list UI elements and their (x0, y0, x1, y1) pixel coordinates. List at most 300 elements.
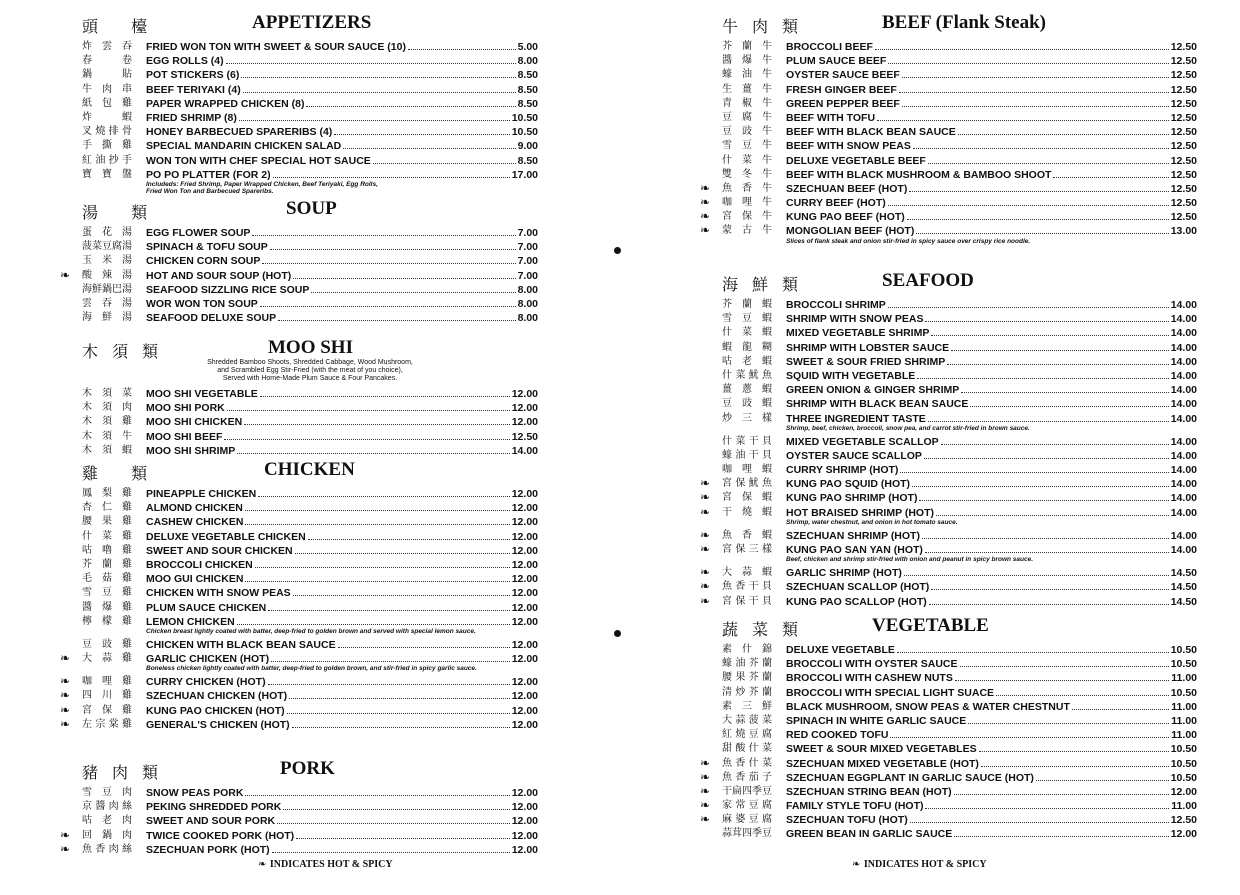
item-chinese-name: 回 鍋 肉 (82, 829, 132, 841)
leader-dots (334, 126, 509, 135)
menu-item-row (60, 638, 538, 652)
menu-item-row (700, 813, 1197, 827)
item-price: 12.50 (1170, 814, 1197, 827)
menu-item (146, 587, 538, 599)
menu-item (146, 140, 538, 152)
leader-dots (968, 715, 1169, 724)
item-name: KUNG PAO CHICKEN (HOT) (146, 704, 285, 717)
item-price: 12.50 (1170, 211, 1197, 224)
item-chinese-name: 干 扁 四 季 豆 (722, 785, 772, 797)
menu-item-row (700, 341, 1197, 355)
menu-item (786, 211, 1197, 223)
menu-item-row (700, 168, 1197, 182)
menu-item-row (60, 530, 538, 544)
leader-dots (936, 507, 1169, 516)
leader-dots (928, 155, 1169, 164)
menu-item (786, 225, 1197, 237)
section-chinese-title: 木須類 (82, 342, 173, 361)
section-title: SEAFOOD (882, 270, 974, 291)
item-name: MIXED VEGETABLE SCALLOP (786, 435, 939, 448)
menu-item-row (700, 799, 1197, 813)
menu-item-row (60, 487, 538, 501)
menu-item (786, 197, 1197, 209)
menu-item (786, 814, 1197, 826)
item-chinese-name: 豆 豉 雞 (82, 638, 132, 650)
hot-pepper-icon: ❧ (60, 651, 71, 666)
item-price: 11.00 (1171, 729, 1197, 742)
item-chinese-name: 蒜 茸 四 季 豆 (722, 828, 772, 840)
item-name: BROCCOLI WITH SPECIAL LIGHT SUACE (786, 686, 995, 699)
leader-dots (961, 384, 1168, 393)
item-name: SPECIAL MANDARIN CHICKEN SALAD (146, 140, 342, 153)
menu-item-row (700, 97, 1197, 111)
menu-item-row (60, 601, 538, 615)
item-name: MOO SHI VEGETABLE (146, 388, 258, 400)
leader-dots (954, 828, 1168, 837)
menu-section-moo-shi (60, 337, 538, 458)
menu-item (786, 169, 1197, 181)
menu-item-row (700, 449, 1197, 463)
menu-item (146, 416, 538, 428)
item-price: 12.00 (511, 690, 538, 703)
item-chinese-name: 宮 保 干 貝 (722, 595, 772, 607)
item-chinese-name: 蠔 油 干 貝 (722, 449, 772, 461)
item-price: 8.50 (517, 97, 538, 110)
item-description: Chicken breast lightly coated with batter, deep-fried to golden brown and served with special lemon sauce. (146, 627, 476, 635)
item-price: 14.00 (1170, 435, 1197, 448)
menu-item-row (700, 111, 1197, 125)
item-price: 8.50 (517, 83, 538, 96)
item-name: FRIED SHRIMP (8) (146, 111, 237, 124)
leader-dots (245, 573, 509, 582)
item-price: 12.00 (511, 601, 538, 614)
menu-item (146, 815, 538, 827)
menu-item-row (700, 369, 1197, 383)
item-name: WOR WON TON SOUP (146, 297, 258, 310)
leader-dots (904, 567, 1169, 576)
item-price: 14.00 (1170, 299, 1197, 311)
menu-item (786, 478, 1197, 490)
item-chinese-name: 魚 香 什 菜 (722, 757, 772, 769)
item-chinese-name: 麻 婆 豆 腐 (722, 814, 772, 826)
leader-dots (239, 112, 510, 121)
item-chinese-name: 宮 保 牛 (722, 211, 772, 223)
item-price: 12.00 (511, 676, 538, 689)
leader-dots (900, 464, 1168, 473)
leader-dots (268, 676, 510, 685)
leader-dots (902, 98, 1169, 107)
menu-item-row (700, 543, 1197, 557)
item-name: SWEET AND SOUR CHICKEN (146, 544, 293, 557)
menu-item-row (700, 827, 1197, 841)
menu-item (786, 41, 1197, 53)
menu-item (786, 530, 1197, 542)
menu-item (146, 84, 538, 96)
item-price: 14.00 (1170, 478, 1197, 491)
item-chinese-name: 蒙 古 牛 (722, 225, 772, 237)
leader-dots (960, 658, 1169, 667)
item-name: MOO SHI PORK (146, 402, 225, 415)
item-name: SZECHUAN BEEF (HOT) (786, 182, 908, 195)
item-price: 14.00 (1170, 449, 1197, 462)
item-chinese-name: 什 菜 干 貝 (722, 435, 772, 447)
leader-dots (919, 492, 1168, 501)
item-name: CHICKEN WITH SNOW PEAS (146, 587, 291, 600)
item-price: 8.50 (517, 154, 538, 167)
leader-dots (260, 298, 516, 307)
menu-item-row (700, 83, 1197, 97)
item-name: KUNG PAO SQUID (HOT) (786, 478, 911, 491)
item-chinese-name: 醬 爆 牛 (722, 55, 772, 67)
item-price: 12.50 (1170, 111, 1197, 124)
item-name: HONEY BARBECUED SPARERIBS (4) (146, 126, 333, 139)
hot-pepper-icon: ❧ (700, 504, 711, 519)
item-price: 10.50 (1170, 658, 1197, 671)
leader-dots (287, 705, 510, 714)
menu-item (146, 169, 538, 181)
menu-item (786, 743, 1197, 755)
section-chinese-title: 牛肉類 (722, 17, 813, 36)
leader-dots (1053, 169, 1168, 178)
item-price: 12.50 (1170, 97, 1197, 110)
menu-item (786, 55, 1197, 67)
menu-item (146, 639, 538, 651)
item-price: 14.00 (1170, 398, 1197, 411)
item-name: LEMON CHICKEN (146, 615, 235, 628)
leader-dots (899, 84, 1169, 93)
item-price: 11.00 (1171, 700, 1197, 713)
menu-item (146, 602, 538, 614)
leader-dots (270, 241, 516, 250)
item-chinese-name: 豆 豉 牛 (722, 126, 772, 138)
menu-item-row (700, 383, 1197, 397)
item-chinese-name: 雪 豆 肉 (82, 787, 132, 798)
leader-dots (278, 312, 515, 321)
menu-item (146, 69, 538, 81)
leader-dots (308, 531, 510, 540)
hot-pepper-icon: ❧ (700, 476, 711, 491)
leader-dots (888, 197, 1169, 206)
menu-item-row (60, 269, 538, 283)
item-name: SEAFOOD SIZZLING RICE SOUP (146, 283, 310, 296)
item-chinese-name: 寶 寶 盤 (82, 168, 132, 180)
menu-item (146, 516, 538, 528)
leader-dots (283, 801, 509, 810)
leader-dots (877, 112, 1169, 121)
menu-item (146, 388, 538, 400)
item-name: HOT BRAISED SHRIMP (HOT) (786, 506, 934, 519)
item-chinese-name: 芥 蘭 蝦 (722, 299, 772, 310)
item-chinese-name: 蠔 油 芥 蘭 (722, 658, 772, 670)
menu-item (786, 126, 1197, 138)
item-chinese-name: 毛 菇 雞 (82, 573, 132, 585)
item-chinese-name: 木 須 菜 (82, 388, 132, 399)
item-chinese-name: 芥 蘭 雞 (82, 558, 132, 570)
menu-item-row (700, 566, 1197, 580)
item-name: KUNG PAO SCALLOP (HOT) (786, 595, 927, 608)
menu-item (786, 544, 1197, 556)
item-name: SWEET & SOUR MIXED VEGETABLES (786, 743, 977, 756)
leader-dots (922, 530, 1169, 539)
item-chinese-name: 蛋 花 湯 (82, 227, 132, 238)
menu-item (786, 413, 1197, 425)
item-chinese-name: 薑 蔥 蝦 (722, 384, 772, 396)
menu-section-vegetable (700, 615, 1197, 842)
hot-pepper-icon: ❧ (60, 841, 71, 856)
item-chinese-name: 豆 腐 牛 (722, 111, 772, 123)
leader-dots (244, 416, 509, 425)
item-name: GENERAL'S CHICKEN (HOT) (146, 718, 290, 731)
menu-item-row (60, 586, 538, 600)
item-name: CURRY BEEF (HOT) (786, 197, 886, 210)
menu-item (146, 488, 538, 500)
menu-item (786, 450, 1197, 462)
leader-dots (897, 644, 1169, 653)
hot-pepper-icon: ❧ (700, 527, 711, 542)
hot-pepper-icon: ❧ (700, 755, 711, 770)
menu-item (786, 69, 1197, 81)
item-description: Beef, chicken and shrimp stir-fried with onion and peanut in spicy brown sauce. (786, 556, 1034, 564)
leader-dots (907, 211, 1169, 220)
item-name: EGG FLOWER SOUP (146, 227, 251, 239)
item-name: CHICKEN WITH BLACK BEAN SAUCE (146, 638, 336, 651)
item-name: BROCCOLI WITH OYSTER SAUCE (786, 658, 958, 671)
item-chinese-name: 鳳 梨 雞 (82, 488, 132, 499)
leader-dots (262, 255, 515, 264)
leader-dots (245, 516, 509, 525)
item-price: 12.00 (511, 402, 538, 415)
item-name: SZECHUAN PORK (HOT) (146, 843, 270, 856)
menu-item-row (60, 111, 538, 125)
item-chinese-name: 素 三 鮮 (722, 700, 772, 712)
section-chinese-title: 海鮮類 (722, 275, 813, 294)
item-name: PLUM SAUCE CHICKEN (146, 601, 267, 614)
item-chinese-name: 宮 保 三 樣 (722, 544, 772, 555)
menu-item (786, 313, 1197, 325)
hot-pepper-icon: ❧ (700, 542, 711, 556)
item-price: 13.00 (1170, 225, 1197, 238)
menu-item-row (60, 800, 538, 814)
item-name: BEEF WITH BLACK BEAN SAUCE (786, 126, 956, 139)
item-price: 12.00 (511, 787, 538, 799)
item-price: 17.00 (511, 168, 538, 181)
leader-dots (268, 602, 510, 611)
menu-item-row (700, 224, 1197, 238)
item-name: PINEAPPLE CHICKEN (146, 488, 257, 500)
section-chinese-title: 頭 檯 (82, 17, 162, 36)
item-name: DELUXE VEGETABLE (786, 644, 895, 656)
hot-pepper-icon: ❧ (60, 702, 71, 717)
item-name: SEAFOOD DELUXE SOUP (146, 312, 277, 325)
item-chinese-name: 京 醬 肉 絲 (82, 801, 132, 813)
menu-section-chicken (60, 459, 538, 732)
item-price: 8.00 (517, 312, 538, 325)
item-name: SNOW PEAS PORK (146, 787, 244, 799)
item-name: PLUM SAUCE BEEF (786, 55, 887, 68)
item-description: Boneless chicken lightly coated with batter, deep-fried to golden brown, and stir-fried in spicy garlic sauce. (146, 665, 477, 673)
section-items (60, 226, 538, 325)
section-title: APPETIZERS (252, 12, 372, 33)
menu-item-row (60, 139, 538, 153)
menu-item-row (700, 312, 1197, 326)
leader-dots (293, 270, 515, 279)
item-price: 11.00 (1171, 800, 1197, 813)
menu-item-row (60, 40, 538, 54)
item-price: 12.50 (1170, 126, 1197, 139)
section-title: PORK (280, 758, 335, 779)
item-price: 14.00 (1170, 313, 1197, 326)
leader-dots (243, 84, 516, 93)
item-price: 7.00 (517, 241, 538, 254)
menu-item-row (700, 742, 1197, 756)
menu-item-row (700, 125, 1197, 139)
menu-item (146, 402, 538, 414)
leader-dots (951, 342, 1169, 351)
menu-item-row (700, 785, 1197, 799)
item-name: FAMILY STYLE TOFU (HOT) (786, 800, 924, 813)
item-price: 12.50 (1170, 168, 1197, 181)
section-title: BEEF (Flank Steak) (882, 12, 1046, 33)
menu-item-row (700, 196, 1197, 210)
item-price: 10.50 (1170, 686, 1197, 699)
legend-text: INDICATES HOT & SPICY (269, 859, 393, 870)
item-description: Fried Won Ton and Barbecued Spareribs. (146, 187, 274, 195)
item-name: MIXED VEGETABLE SHRIMP (786, 327, 930, 340)
menu-section-appetizers (60, 12, 538, 198)
menu-item (786, 687, 1197, 699)
item-name: KUNG PAO BEEF (HOT) (786, 211, 905, 224)
item-name: SQUID WITH VEGETABLE (786, 369, 916, 382)
item-chinese-name: 干 燒 蝦 (722, 506, 772, 518)
menu-item (146, 787, 538, 799)
menu-item-row (60, 675, 538, 689)
hot-pepper-icon: ❧ (700, 769, 711, 784)
item-name: GARLIC SHRIMP (HOT) (786, 567, 902, 580)
leader-dots (924, 450, 1169, 459)
menu-item (146, 112, 538, 124)
item-price: 8.50 (517, 69, 538, 82)
menu-item-row (60, 515, 538, 529)
leader-dots (902, 69, 1169, 78)
leader-dots (910, 814, 1169, 823)
section-chinese-title: 豬肉類 (82, 763, 173, 782)
leader-dots (373, 155, 516, 164)
leader-dots (931, 581, 1168, 590)
leader-dots (295, 545, 510, 554)
item-description: Slices of flank steak and onion stir-fried in spicy sauce over crispy rice noodle. (786, 237, 1031, 245)
menu-item (146, 126, 538, 138)
menu-item (786, 701, 1197, 713)
item-chinese-name: 魚 香 牛 (722, 182, 772, 194)
item-name: WON TON WITH CHEF SPECIAL HOT SAUCE (146, 154, 371, 167)
menu-item (146, 719, 538, 731)
item-name: RED COOKED TOFU (786, 729, 889, 742)
menu-item-row (60, 154, 538, 168)
item-chinese-name: 宮 保 魷 魚 (722, 478, 772, 490)
item-price: 12.00 (511, 718, 538, 731)
item-chinese-name: 木 須 蝦 (82, 444, 132, 456)
menu-item (786, 342, 1197, 354)
menu-item-row (700, 154, 1197, 168)
item-price: 8.00 (517, 283, 538, 296)
hot-pepper-icon: ❧ (700, 565, 711, 580)
item-name: HOT AND SOUR SOUP (HOT) (146, 269, 292, 282)
item-price: 12.00 (511, 843, 538, 856)
section-items (60, 40, 538, 195)
hot-pepper-icon: ❧ (700, 783, 711, 798)
menu-item-row (700, 463, 1197, 477)
menu-item-row (700, 757, 1197, 771)
section-title: VEGETABLE (872, 615, 989, 636)
item-chinese-name: 蝦 龍 糊 (722, 341, 772, 353)
leader-dots (252, 227, 515, 236)
item-chinese-name: 什 菜 魷 魚 (722, 369, 772, 381)
menu-item-row (700, 671, 1197, 685)
item-chinese-name: 青 椒 牛 (722, 97, 772, 109)
menu-item (786, 98, 1197, 110)
hot-pepper-icon: ❧ (700, 593, 711, 608)
item-chinese-name: 咖 哩 牛 (722, 197, 772, 209)
menu-item (146, 502, 538, 514)
menu-item-row (60, 83, 538, 97)
menu-section-soup (60, 198, 538, 325)
leader-dots (224, 431, 509, 440)
hot-pepper-icon: ❧ (700, 579, 711, 594)
leader-dots (338, 639, 510, 648)
leader-dots (875, 41, 1169, 50)
leader-dots (925, 800, 1169, 809)
item-name: GREEN BEAN IN GARLIC SAUCE (786, 828, 953, 841)
leader-dots (289, 690, 510, 699)
item-price: 12.00 (511, 388, 538, 400)
item-name: KUNG PAO SAN YAN (HOT) (786, 544, 923, 556)
menu-item (146, 844, 538, 856)
item-chinese-name: 炸 雲 吞 (82, 41, 132, 52)
leader-dots (306, 98, 515, 107)
menu-item-row (700, 595, 1197, 609)
menu-section-seafood (700, 270, 1197, 609)
item-price: 9.00 (517, 140, 538, 153)
section-header (60, 758, 538, 782)
menu-item (146, 830, 538, 842)
item-name: OYSTER SAUCE SCALLOP (786, 449, 922, 462)
menu-item-row (60, 786, 538, 800)
item-price: 12.00 (1170, 828, 1197, 841)
item-chinese-name: 雙 冬 牛 (722, 168, 772, 180)
menu-item (786, 140, 1197, 152)
menu-item-row (700, 182, 1197, 196)
menu-item (146, 653, 538, 665)
item-name: SZECHUAN SCALLOP (HOT) (786, 581, 930, 594)
leader-dots (296, 830, 510, 839)
menu-item-row (700, 54, 1197, 68)
section-items (60, 487, 538, 732)
item-chinese-name: 雲 吞 湯 (82, 297, 132, 309)
section-header (700, 12, 1197, 36)
item-chinese-name: 海 鮮 鍋 巴 湯 (82, 283, 132, 295)
section-description-line: Served with Home-Made Plum Sauce & Four Pancakes. (222, 375, 398, 382)
item-chinese-name: 杏 仁 雞 (82, 502, 132, 514)
item-name: PAPER WRAPPED CHICKEN (8) (146, 97, 305, 110)
menu-section-beef-flank-steak (700, 12, 1197, 248)
menu-item-row (700, 714, 1197, 728)
section-description-line: Shredded Bamboo Shoots, Shredded Cabbage, Wood Mushroom, (207, 359, 413, 366)
item-price: 8.00 (517, 55, 538, 68)
menu-item (146, 312, 538, 324)
menu-item (146, 298, 538, 310)
menu-item-row (700, 298, 1197, 312)
menu-item-row (700, 210, 1197, 224)
